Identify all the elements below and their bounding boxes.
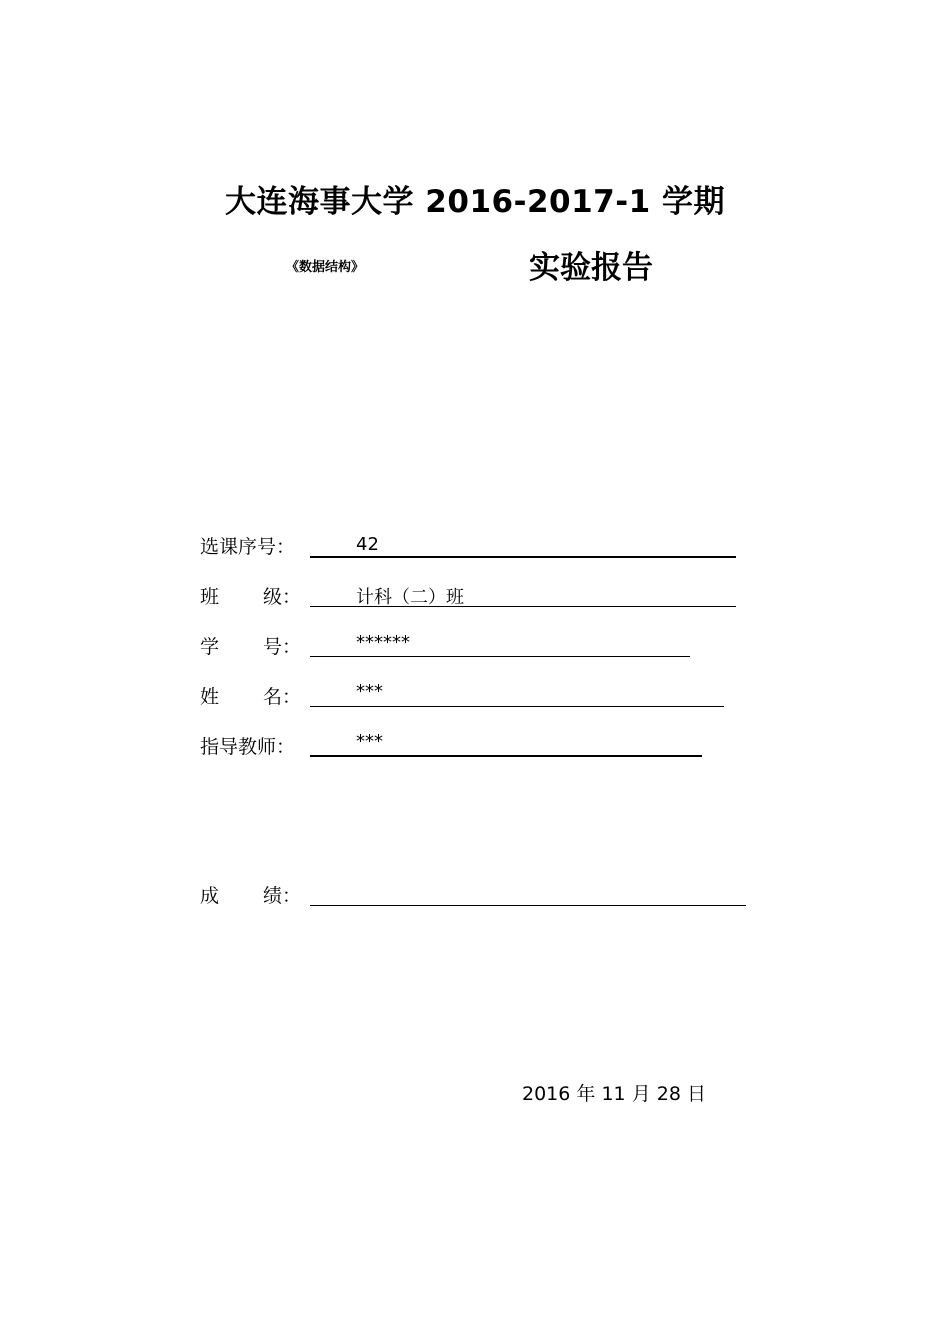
date-day: 28 [656,1083,681,1105]
course-no-value: 42 [356,534,379,555]
student-id-label-char-2: 号： [263,636,302,658]
advisor-underline [310,755,702,757]
date-month: 11 [601,1083,626,1105]
date-year: 2016 [522,1083,571,1105]
student-id-label-char-1: 学 [200,636,220,658]
grade-label-char-1: 成 [200,885,220,907]
name-label-char-1: 姓 [200,686,220,708]
name-underline [310,706,724,707]
advisor-label: 指导教师： [200,736,296,758]
class-label [200,582,301,609]
name-label [200,682,301,709]
grade-label-char-2: 绩： [263,885,302,907]
course-no-label: 选课序号： [200,536,296,558]
advisor-value: *** [356,731,383,752]
class-label-char-2: 级： [263,586,302,608]
grade-label [200,881,301,908]
class-value: 计科（二）班 [356,587,464,608]
date-day-unit: 日 [687,1083,707,1105]
student-id-value: ****** [356,632,410,653]
name-value: *** [356,681,383,702]
course-name: 《数据结构》 [286,260,365,275]
document-title: 大连海事大学 2016-2017-1 学期 [225,184,725,220]
student-id-label [200,632,301,659]
class-label-char-1: 班 [200,586,220,608]
course-no-underline [310,556,736,558]
student-id-underline [310,656,690,657]
class-underline [310,606,736,607]
report-label: 实验报告 [529,250,653,286]
report-date [522,1079,706,1106]
date-month-unit: 月 [631,1083,651,1105]
date-year-unit: 年 [576,1083,596,1105]
name-label-char-2: 名： [263,686,302,708]
grade-underline [310,905,746,906]
